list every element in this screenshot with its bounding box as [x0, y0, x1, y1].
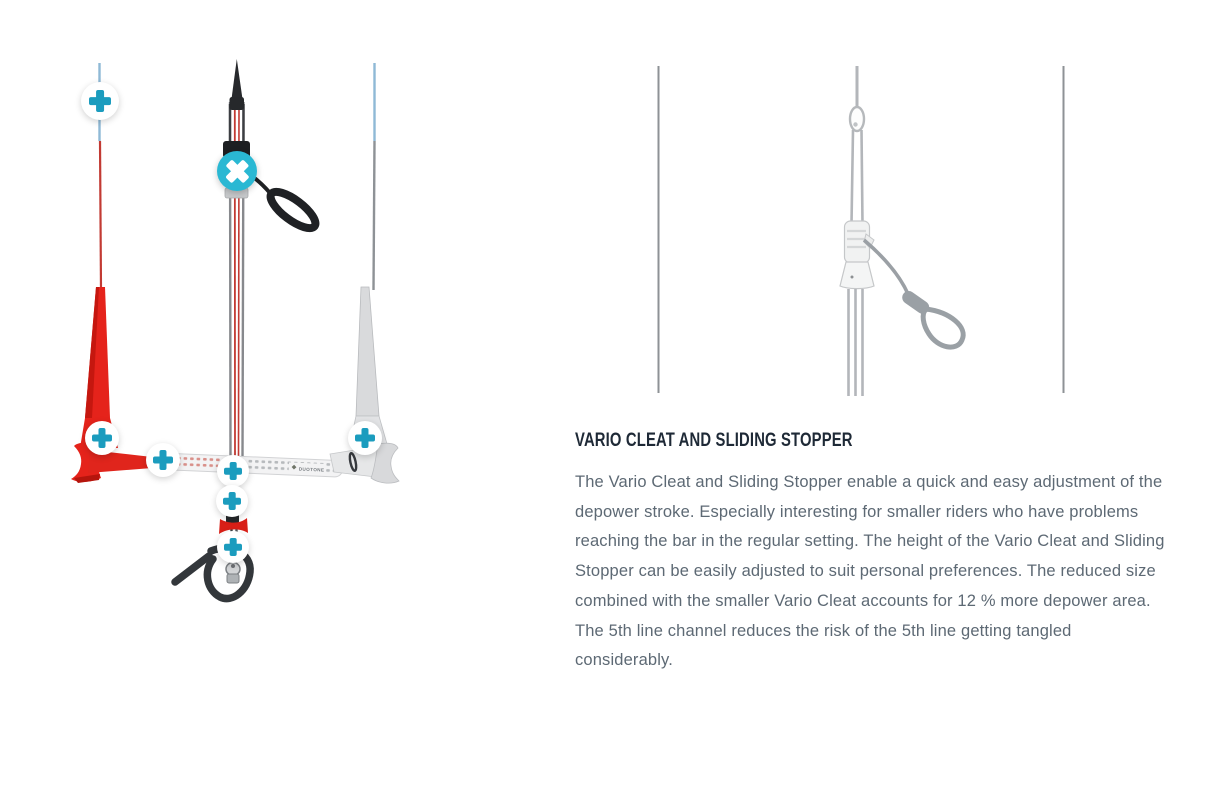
plus-icon: [223, 492, 241, 510]
bar-logo-text: DUOTONE: [298, 466, 325, 473]
hotspot-bar-center[interactable]: [217, 455, 249, 487]
safety-line-tip: [230, 59, 245, 110]
hotspot-left-bar-end[interactable]: [85, 421, 119, 455]
hotspot-center-lines-stopper-close[interactable]: [217, 151, 257, 191]
hotspot-chicken-loop[interactable]: [217, 531, 249, 563]
feature-heading: VARIO CLEAT AND SLIDING STOPPER: [575, 430, 853, 451]
feature-body-text: The Vario Cleat and Sliding Stopper enable a quick and easy adjustment of the depower stroke. Especially interesting for smaller riders who have problems reaching the bar in the regular setting. The height of the Vario Cleat and Sliding Stopper can be easily adjusted to suit personal preferences. The reduced size combined with the smaller Vario Cleat accounts for 12 % more depower area. The 5th line channel reduces the risk of the 5th line getting tangled considerably.: [575, 473, 1165, 670]
plus-icon: [224, 462, 242, 480]
plus-icon: [89, 90, 110, 111]
hotspot-right-bar-end[interactable]: [348, 421, 382, 455]
hotspot-left-grip[interactable]: [146, 443, 180, 477]
feature-description: [575, 430, 1171, 676]
vario-cleat-assembly: [840, 66, 963, 396]
plus-icon: [153, 450, 172, 469]
right-steering-line: [374, 63, 375, 290]
close-icon: [219, 153, 254, 188]
hotspot-upper-left-line[interactable]: [81, 82, 119, 120]
plus-icon: [92, 428, 111, 447]
plus-icon: [355, 428, 374, 447]
hotspot-below-bar-line[interactable]: [216, 485, 248, 517]
vario-cleat-detail-illustration: [630, 55, 1100, 405]
plus-icon: [224, 538, 242, 556]
